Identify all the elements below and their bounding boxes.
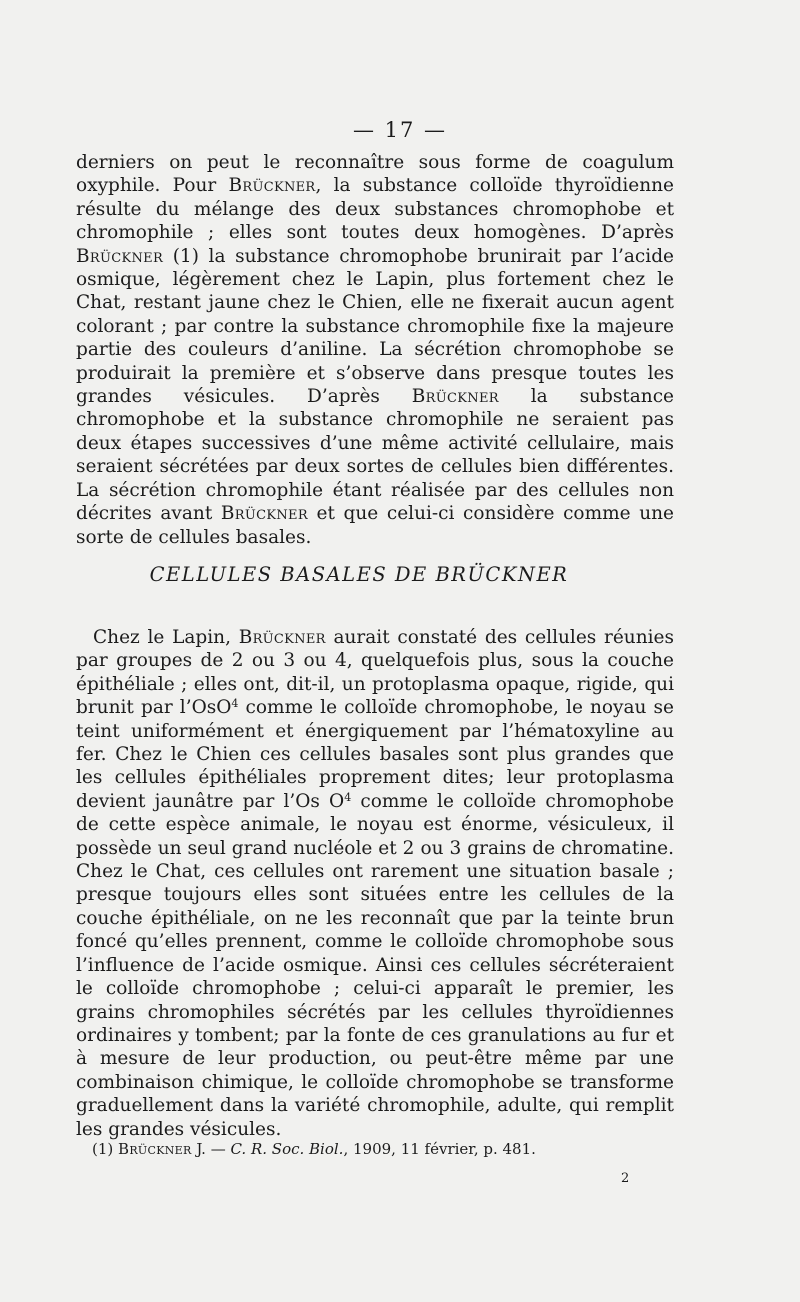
author-name: Brückner — [228, 175, 316, 197]
paragraph-1: derniers on peut le reconnaître sous forme de coagulum oxyphile. Pour Brückner, la substance colloïde thyroïdienne résulte du mélange des deux substances chromophobe et chromophile ; elles sont toutes deux homogènes. D’après Brückner (1) la substance chromophobe brunirait par l’acide osmique, légèrement chez le Lapin, plus fortement chez le Chat, restant jaune chez le Chien, elle ne fixerait aucun agent colorant ; par contre la substance chromophile fixe la majeure partie des couleurs d’aniline. La sécrétion chromophobe se produirait la première et s’observe dans presque toutes les grandes vésicules. D’après Brückner la substance chromophobe et la substance chromophile ne seraient pas deux étapes successives d’une même activité cellulaire, mais seraient sécrétées par deux sortes de cellules bien différentes. La sécrétion chromophile étant réalisée par des cellules non décrites avant Brückner et que celui-ci considère comme une sorte de cellules basales. — [76, 152, 674, 548]
section-heading: CELLULES BASALES DE BRÜCKNER — [149, 563, 569, 586]
footnote-marker: (1) — [92, 1140, 119, 1158]
superscript: 4 — [231, 697, 239, 711]
journal-title: C. R. Soc. Biol. — [230, 1140, 344, 1158]
page-number: — 17 — — [352, 118, 448, 142]
paragraph-2: Chez le Lapin, Brückner aurait constaté des cellules réunies par groupes de 2 ou 3 ou 4, quelquefois plus, sous la couche épithéliale ; elles ont, dit-il, un protoplasma opaque, rigide, qui brunit par l’OsO$^4$ comme le colloïde chromophobe, le noyau se teint uniformément et énergiquement par l’hématoxyline au fer. Chez le Chien ces cellules basales sont plus grandes que les cellules épithéliales proprement dites; leur protoplasma devient jaunâtre par l’Os $O^4$ comme le colloïde chromophobe de cette espèce animale, le noyau est énorme, vésiculeux, il possède un seul grand nucléole et 2 ou 3 grains de chromatine. Chez le Chat, ces cellules ont rarement une situation basale ; presque toujours elles sont situées entre les cellules de la couche épithéliale, on ne les reconnaît que par la teinte brun foncé qu’elles prennent, comme le colloïde chromophobe sous l’influence de l’acide osmique. Ainsi ces cellules sécréteraient le colloïde chromophobe ; celui-ci apparaît le premier, les grains chromophiles sécrétés par les cellules thyroïdiennes ordinaires y tombent; par la fonte de ces granulations au fur et à mesure de leur production, ou peut-être même par une combinaison chimique, le colloïde chromophobe se transforme graduellement dans la variété chromophile, adulte, qui remplit les grandes vésicules. — [76, 627, 675, 1140]
footnote: (1) Brückner J. — C. R. Soc. Biol., 1909, 11 février, p. 481. — [92, 1140, 536, 1158]
author-name: Brückner — [76, 245, 164, 267]
author-name: Brückner — [411, 386, 499, 408]
superscript: 4 — [344, 790, 352, 804]
footnote-author: Brückner — [118, 1140, 192, 1158]
author-name: Brückner — [220, 503, 308, 525]
signature-mark: 2 — [621, 1171, 630, 1186]
author-name: Brückner — [238, 627, 326, 648]
